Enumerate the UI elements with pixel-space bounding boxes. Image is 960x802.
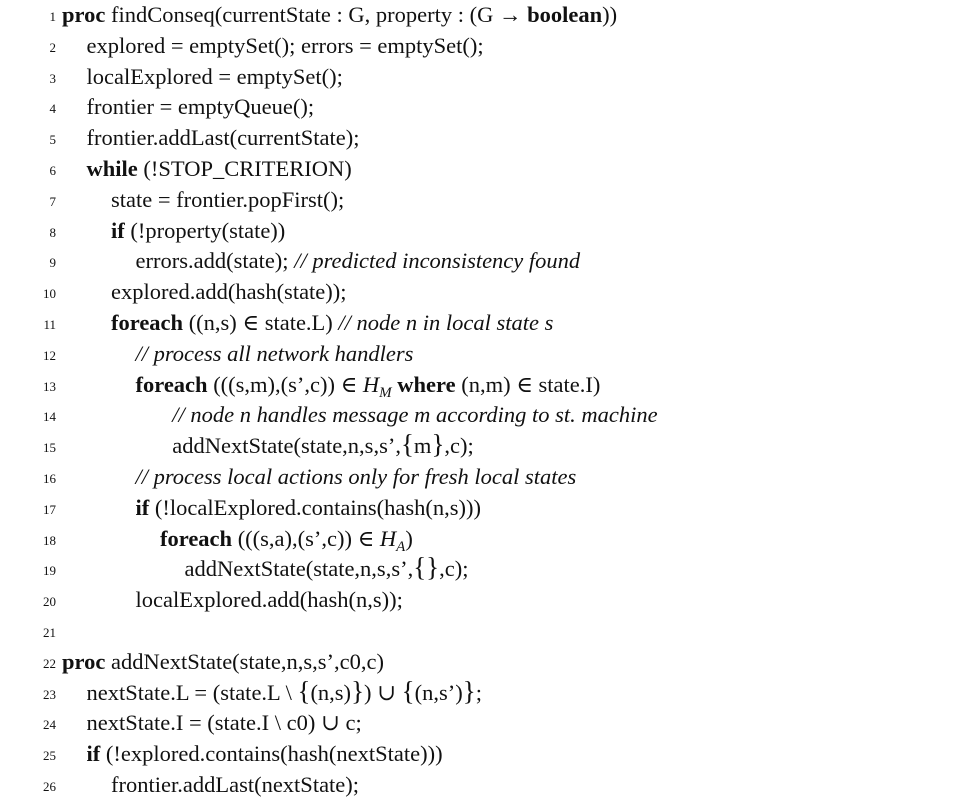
code-text (136, 246, 581, 276)
set-brace: } (351, 675, 365, 706)
code-token: localExplored.add(hash(n,s)); (135, 587, 403, 613)
set-brace: { (400, 429, 414, 460)
code-token: ; (475, 679, 482, 705)
comment: // node n in local state s (338, 310, 554, 335)
line-number: 6 (49, 163, 56, 178)
code-token: findConseq(currentState : G, property : (G → (105, 2, 528, 27)
code-token: ((n,s) ∈ state.L) (183, 310, 339, 335)
code-line (0, 524, 960, 554)
subscript: M (379, 384, 392, 401)
code-token: )) (602, 2, 618, 27)
code-text (87, 31, 484, 61)
code-line (0, 339, 960, 369)
line-number: 15 (43, 440, 56, 456)
line-number: 1 (49, 9, 56, 24)
code-line (0, 462, 960, 492)
line-number: 7 (49, 193, 56, 209)
code-text (86, 675, 482, 708)
code-line (0, 400, 960, 430)
code-line (0, 585, 960, 615)
code-text (87, 739, 443, 769)
code-token: (!localExplored.contains(hash(n,s))) (149, 494, 482, 520)
code-text (111, 185, 344, 215)
code-token: addNextState(state,n,s,s’, (172, 433, 401, 459)
code-text (62, 0, 617, 30)
keyword: foreach (111, 310, 184, 335)
code-text (172, 400, 657, 430)
code-line (0, 554, 960, 584)
line-number: 20 (43, 594, 56, 610)
line-number: 5 (49, 132, 56, 148)
code-text (172, 431, 474, 461)
code-text (87, 123, 360, 153)
line-number: 25 (43, 748, 56, 764)
code-text (136, 493, 482, 523)
comment: // predicted inconsistency found (294, 248, 581, 274)
code-text (136, 339, 414, 369)
code-token: (n,s’) (414, 679, 463, 705)
code-line (0, 770, 960, 800)
line-number: 19 (43, 563, 56, 579)
code-token: localExplored = emptySet(); (86, 63, 343, 89)
code-line (0, 675, 960, 708)
code-token: (n,m) ∈ state.I) (455, 371, 601, 397)
line-number: 14 (43, 409, 56, 425)
code-token: errors.add(state); (135, 248, 295, 274)
code-line (0, 616, 960, 646)
code-line (0, 739, 960, 769)
code-line (0, 370, 960, 400)
code-line (0, 246, 960, 276)
code-token: nextState.L = (state.L \ (86, 679, 298, 705)
line-number: 2 (49, 39, 56, 55)
code-token: addNextState(state,n,s,s’,c0,c) (105, 648, 385, 674)
code-token: (!STOP_CRITERION) (137, 156, 352, 181)
line-number: 22 (43, 655, 56, 671)
code-text (87, 708, 362, 738)
set-brace: } (426, 552, 440, 583)
code-token: frontier.addLast(currentState); (86, 125, 360, 151)
keyword: foreach (160, 525, 233, 551)
code-token: ,c); (444, 433, 474, 459)
line-number: 21 (43, 625, 56, 640)
code-text (87, 62, 343, 92)
code-line (0, 277, 960, 307)
keyword: foreach (135, 371, 208, 397)
keyword: if (86, 741, 101, 767)
line-number: 17 (43, 501, 56, 517)
line-number: 13 (43, 378, 56, 394)
code-text (111, 308, 553, 338)
code-line (0, 92, 960, 122)
set-brace: { (413, 552, 427, 583)
code-line (0, 154, 960, 184)
comment: // process all network handlers (135, 340, 414, 366)
line-number: 24 (43, 717, 56, 733)
set-brace: { (297, 675, 311, 706)
code-line (0, 31, 960, 61)
line-number: 18 (43, 532, 56, 548)
code-text (87, 154, 352, 184)
code-token: (!property(state)) (124, 217, 286, 243)
line-number: 26 (43, 779, 56, 794)
code-text (185, 554, 469, 584)
code-text (87, 92, 315, 122)
code-token: (!explored.contains(hash(nextState))) (100, 741, 443, 767)
line-number: 12 (43, 347, 56, 363)
set-brace: { (401, 675, 415, 706)
code-token: explored.add(hash(state)); (111, 279, 347, 305)
code-text (111, 770, 359, 800)
line-number: 9 (49, 255, 56, 271)
comment: // process local actions only for fresh local states (135, 464, 577, 489)
line-number: 16 (43, 471, 56, 486)
code-line (0, 493, 960, 523)
math-symbol: H (362, 371, 380, 397)
set-brace: } (431, 429, 445, 460)
comment: // node n handles message m according to st. machine (172, 402, 658, 428)
code-line (0, 308, 960, 338)
line-number: 8 (49, 224, 56, 240)
code-text (111, 216, 285, 246)
code-token: (((s,m),(s’,c)) ∈ (207, 371, 363, 397)
keyword: if (111, 217, 125, 243)
code-line (0, 216, 960, 246)
code-token: ) (405, 525, 413, 551)
code-line (0, 431, 960, 461)
line-number: 3 (49, 70, 56, 86)
keyword: if (135, 494, 150, 520)
code-line (0, 123, 960, 153)
code-text (136, 585, 403, 615)
code-token: frontier = emptyQueue(); (86, 94, 315, 120)
code-line (0, 62, 960, 92)
line-number: 4 (49, 101, 56, 117)
code-token: m (413, 433, 432, 459)
code-text (136, 462, 577, 492)
code-token: state = frontier.popFirst(); (111, 186, 345, 212)
code-token: explored = emptySet(); errors = emptySet(); (86, 32, 484, 58)
line-number: 11 (43, 317, 56, 332)
code-token: ) ∪ (364, 679, 402, 705)
line-number: 23 (43, 686, 56, 702)
subscript: A (396, 538, 406, 555)
code-line (0, 708, 960, 738)
code-text (111, 277, 347, 307)
keyword: proc (62, 648, 106, 674)
keyword: while (86, 156, 138, 181)
code-line (0, 185, 960, 215)
code-token: addNextState(state,n,s,s’, (184, 556, 414, 582)
code-token: (n,s) (310, 679, 352, 705)
code-token: frontier.addLast(nextState); (111, 772, 360, 797)
code-token: (((s,a),(s’,c)) ∈ (232, 525, 380, 551)
code-token: nextState.I = (state.I \ c0) ∪ c; (86, 710, 362, 736)
code-line (0, 647, 960, 677)
math-symbol: H (379, 525, 397, 551)
set-brace: } (462, 675, 476, 706)
code-line (0, 0, 960, 30)
keyword: boolean (527, 2, 603, 27)
code-token: ,c); (439, 556, 469, 582)
code-text (62, 647, 384, 677)
keyword: proc (62, 2, 106, 27)
line-number: 10 (43, 286, 56, 302)
keyword: where (397, 371, 456, 397)
